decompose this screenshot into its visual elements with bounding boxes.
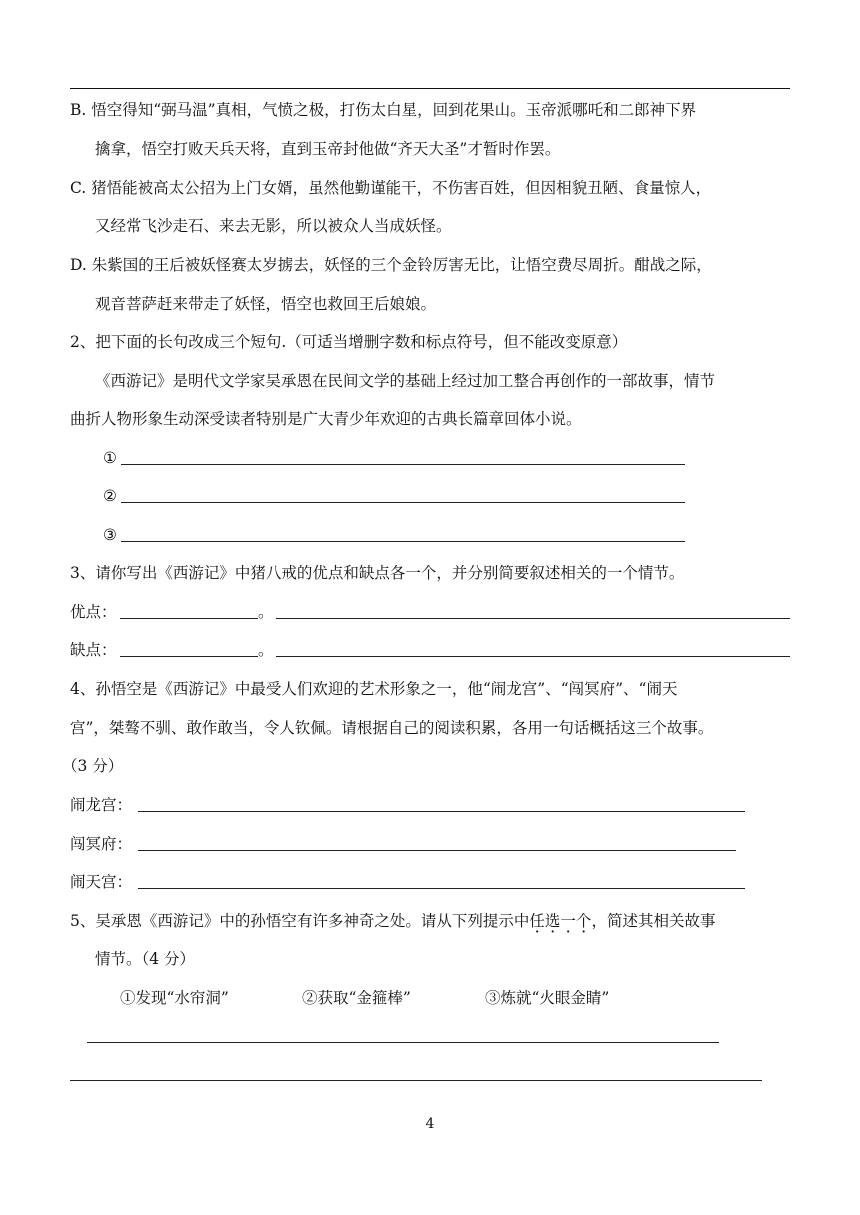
header-rule [70, 88, 790, 89]
q5-hint-golden-cudgel: ②获取“金箍棒” [302, 989, 411, 1007]
q4-label-dragon-palace: 闹龙宫： [70, 796, 133, 814]
q4-answer-line-1[interactable] [138, 811, 745, 812]
option-d-line1: D. 朱紫国的王后被妖怪赛太岁掳去，妖怪的三个金铃厉害无比，让悟空费尽周折。酣战之际， [70, 256, 712, 274]
q2-blank3-marker: ③ [103, 526, 117, 544]
q2-title: 2、把下面的长句改成三个短句.（可适当增删字数和标点符号，但不能改变原意） [70, 333, 628, 351]
q4-label-heaven-palace: 闹天宫： [70, 873, 133, 891]
q4-line1: 4、孙悟空是《西游记》中最受人们欢迎的艺术形象之一，他“闹龙宫”、“闯冥府”、“闹天 [70, 680, 678, 698]
q5-emphasis-char: 一 [560, 912, 576, 930]
q4-answer-line-2[interactable] [138, 850, 736, 851]
q2-answer-line-2[interactable] [121, 502, 685, 503]
q2-passage-line1: 《西游记》是明代文学家吴承恩在民间文学的基础上经过加工整合再创作的一部故事，情节 [95, 372, 716, 390]
q5-line1 [70, 911, 715, 931]
page-number: 4 [425, 1116, 435, 1132]
q3-title: 3、请你写出《西游记》中猪八戒的优点和缺点各一个，并分别简要叙述相关的一个情节。 [70, 564, 685, 582]
q3-fault-story-line[interactable] [276, 656, 790, 657]
q4-score: （3 分） [62, 757, 124, 775]
q5-emphasis-char: 选 [544, 912, 561, 930]
option-c-line2: 又经常飞沙走石、来去无影，所以被众人当成妖怪。 [95, 217, 452, 235]
q4-line2: 宫”，桀骜不驯、敢作敢当，令人钦佩。请根据自己的阅读积累，各用一句话概括这三个故事。 [70, 719, 714, 737]
option-c-line1: C. 猪悟能被高太公招为上门女婿，虽然他勤谨能干，不伤害百姓，但因相貌丑陋、食量惊人， [70, 179, 712, 197]
q3-fault-label: 缺点： [70, 641, 117, 659]
q3-merit-answer-line[interactable] [120, 618, 258, 619]
q5-emphasis-char: 任 [529, 912, 545, 930]
q2-answer-line-1[interactable] [121, 464, 685, 465]
q5-hint-fiery-eyes: ③炼就“火眼金睛” [485, 989, 610, 1007]
option-d-line2: 观音菩萨赶来带走了妖怪，悟空也救回王后娘娘。 [95, 295, 437, 313]
q2-answer-line-3[interactable] [121, 541, 685, 542]
q3-merit-story-line[interactable] [276, 618, 790, 619]
q3-merit-label: 优点： [70, 603, 117, 621]
q5-hint-water-curtain-cave: ①发现“水帘洞” [120, 989, 229, 1007]
q5-answer-line-2[interactable] [70, 1080, 762, 1081]
q3-fault-period: 。 [258, 641, 274, 659]
q3-fault-answer-line[interactable] [120, 656, 258, 657]
option-b-line1: B. 悟空得知“弼马温”真相，气愤之极，打伤太白星，回到花果山。玉帝派哪吒和二郎神下界 [70, 101, 697, 119]
q5-line2: 情节。（4 分） [95, 950, 196, 968]
q5-line1-post: ，简述其相关故事 [591, 912, 716, 930]
q4-answer-line-3[interactable] [138, 888, 745, 889]
q4-label-underworld: 闯冥府： [70, 835, 133, 853]
q2-blank2-marker: ② [103, 487, 117, 505]
option-b-line2: 擒拿，悟空打败天兵天将，直到玉帝封他做“齐天大圣”才暂时作罢。 [95, 140, 561, 158]
q5-line1-pre: 5、吴承恩《西游记》中的孙悟空有许多神奇之处。请从下列提示中 [70, 912, 530, 930]
q3-merit-period: 。 [258, 603, 274, 621]
q2-blank1-marker: ① [103, 449, 117, 467]
q5-emphasis-char: 个 [575, 912, 592, 930]
q2-passage-line2: 曲折人物形象生动深受读者特别是广大青少年欢迎的古典长篇章回体小说。 [70, 410, 582, 428]
q5-answer-line-1[interactable] [87, 1042, 719, 1043]
